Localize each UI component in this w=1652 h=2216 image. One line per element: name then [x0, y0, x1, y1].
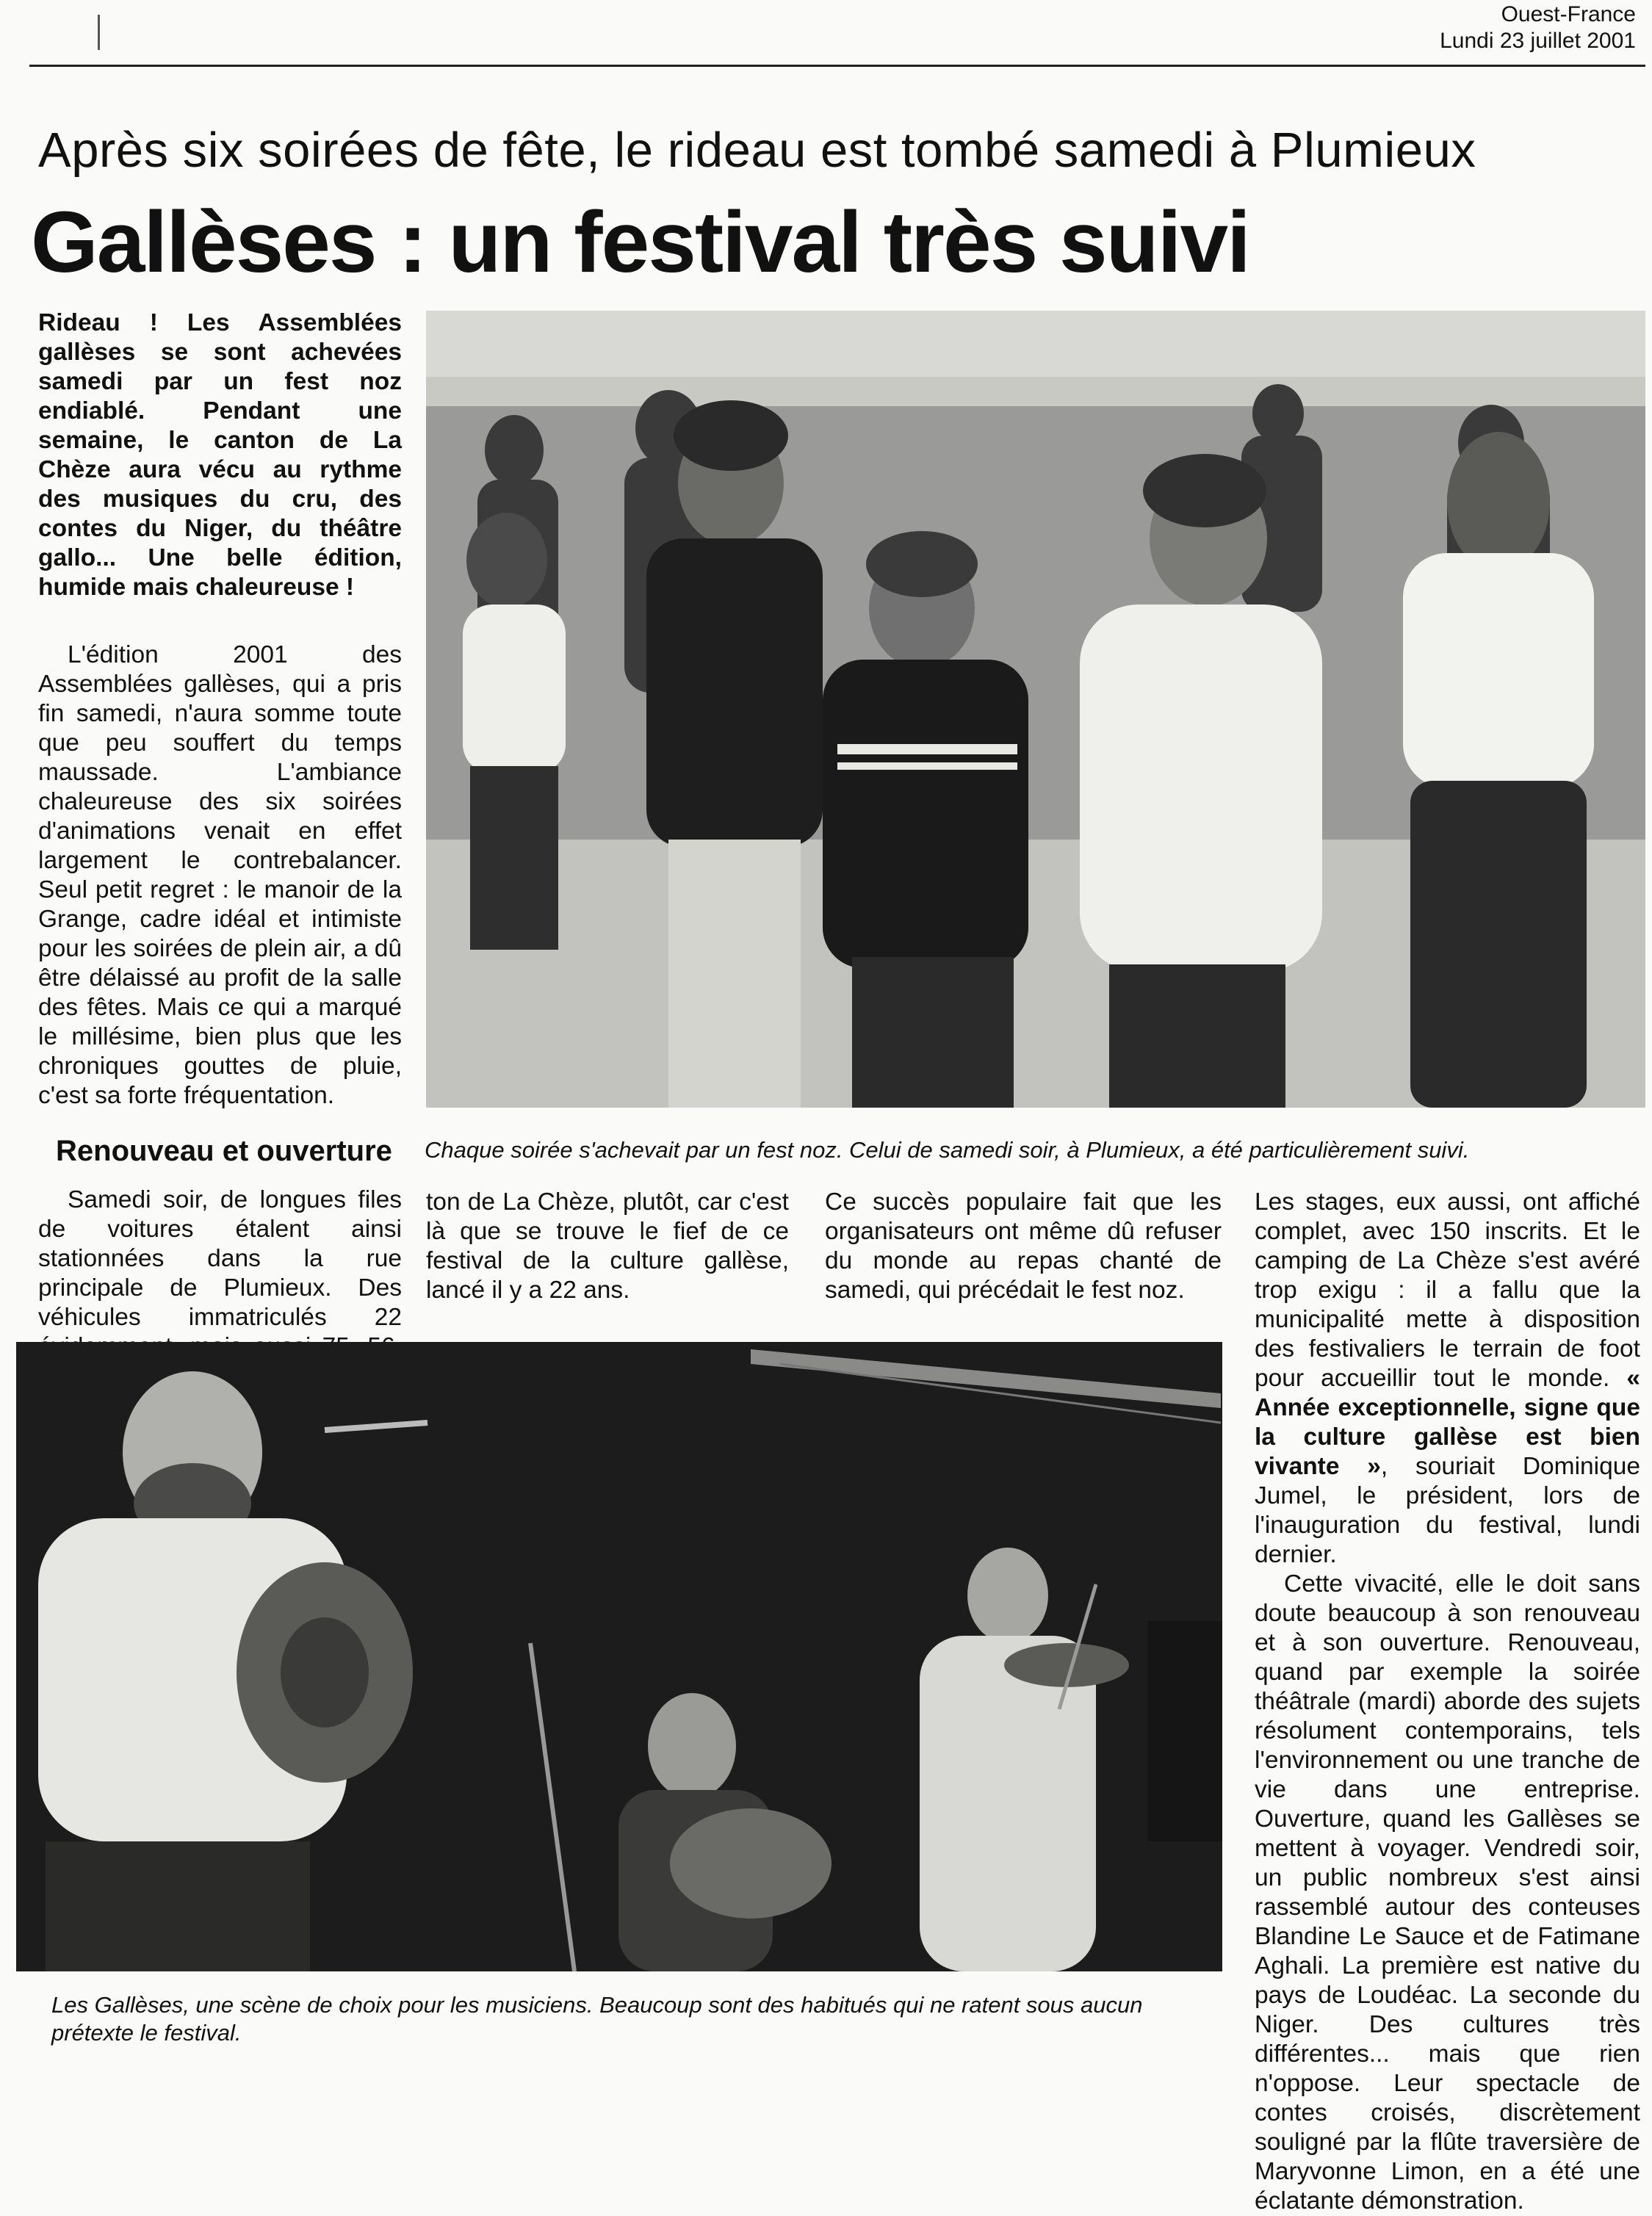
photo-musicians-caption: Les Gallèses, une scène de choix pour les musiciens. Beaucoup sont des habitués qui ne ratent sous aucun prétexte le festival. [51, 1992, 1143, 2046]
article-column-4-paragraph-2: Cette vivacité, elle le doit sans doute beaucoup à son renouveau et à son ouverture. Renouveau, quand par exemple la soirée théâtrale (mardi) aborde des sujets résolument contemporains, tels l'environnement ou une tranche de vie dans une entreprise. Ouverture, quand les Gallèses se mettent à voyager. Vendredi soir, un public nombreux s'est ainsi rassemblé autour des conteuses Blandine Le Sauce et de Fatimane Aghali. La première est native du pays de Loudéac. La seconde du Niger. Des cultures très différentes... mais que rien n'oppose. Leur spectacle de contes croisés, discrètement souligné par la flûte traversière de Maryvonne Limon, en a été une éclatante démonstration. [1255, 1570, 1640, 2215]
photo-fest-noz [426, 311, 1645, 1108]
photo-fest-noz-caption: Chaque soirée s'achevait par un fest noz. Celui de samedi soir, à Plumieux, a été particulièrement suivi. [425, 1137, 1470, 1163]
article-column-2: ton de La Chèze, plutôt, car c'est là que se trouve le fief de ce festival de la culture gallèse, lancé il y a 22 ans. [426, 1188, 789, 1304]
article-column-4 [1255, 1188, 1640, 2216]
article-column-4-text: Les stages, eux aussi, ont affiché complet, avec 150 inscrits. Et le camping de La Chèze s'est avéré trop exigu : il a fallu que la municipalité mette à disposition des festivaliers le terrain de foot pour accueillir tout le monde. [1255, 1188, 1640, 1392]
article-column-4-text-end: , souriait Dominique Jumel, le président, lors de l'inauguration du festival, lundi dernier. [1255, 1453, 1640, 1568]
article-lead: Rideau ! Les Assemblées gallèses se sont achevées samedi par un fest noz endiablé. Pendant une semaine, le canton de La Chèze aura vécu au rythme des musiques du cru, des contes du Niger, du théâtre gallo... Une belle édition, humide mais chaleureuse ! [38, 309, 402, 601]
photo-musicians [16, 1342, 1222, 1971]
header-rule [29, 65, 1645, 67]
publication-name: Ouest-France [1501, 2, 1636, 26]
article-subheading: Renouveau et ouverture [56, 1135, 392, 1167]
photo-fest-noz-image [426, 311, 1645, 1108]
president-quote: « Année exceptionnelle, signe que la culture gallèse est bien vivante » [1255, 1365, 1640, 1480]
article-paragraph-2: Samedi soir, de longues files de voitures étalent ainsi stationnées dans la rue principale de Plumieux. Des véhicules immatriculés 22 [38, 1186, 402, 1331]
article-title: Gallèses : un festival très suivi [31, 194, 1249, 291]
photo-musicians-image [16, 1342, 1222, 1971]
header-rule-tick [98, 15, 100, 50]
article-paragraph-1: L'édition 2001 des Assemblées gallèses, qui a pris fin samedi, n'aura somme toute que peu souffert du temps maussade. L'ambiance chaleureuse des six soirées d'animations venait en effet largement le contrebalancer. Seul petit regret : le manoir de la Grange, cadre idéal et intimiste pour les soirées de plein air, a dû être délaissé au profit de la salle des fêtes. Mais ce qui a marqué le millésime, bien plus que les chroniques gouttes de pluie, c'est sa forte fréquentation. [38, 641, 402, 1109]
article-kicker: Après six soirées de fête, le rideau est tombé samedi à Plumieux [38, 123, 1476, 178]
article-column-4-paragraph-1 [1255, 1188, 1640, 1570]
publication-header [1440, 1, 1636, 54]
publication-date: Lundi 23 juillet 2001 [1440, 29, 1636, 53]
article-column-3: Ce succès populaire fait que les organisateurs ont même dû refuser du monde au repas chanté de samedi, qui précédait le fest noz. [825, 1188, 1222, 1304]
